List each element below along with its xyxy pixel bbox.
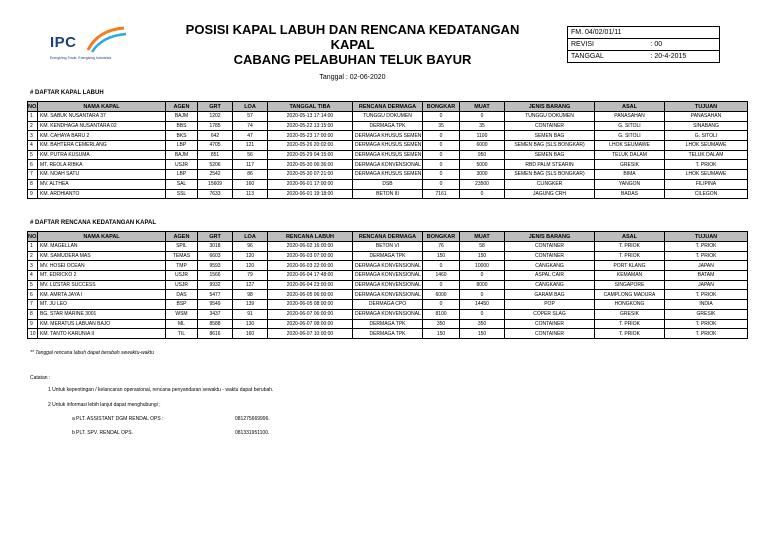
column-header: TUJUAN <box>665 102 748 112</box>
table-cell: 2020-06-01 19:18:00 <box>268 189 353 199</box>
table-cell: 150 <box>460 329 505 339</box>
table-cell: KM. BAHTERA CEMERLANG <box>38 141 166 151</box>
table-cell: 2020-05-30 06:36:00 <box>268 160 353 170</box>
table-cell: 120 <box>233 251 268 261</box>
table-cell: 86 <box>233 170 268 180</box>
table-cell: MV. HOSEI OCEAN <box>38 261 166 271</box>
table-cell: 0 <box>460 290 505 300</box>
table-cell: DERMAGA KHUSUS SEMEN <box>353 150 423 160</box>
table-cell: 350 <box>460 319 505 329</box>
table-cell: DERMAGA KHUSUS SEMEN <box>353 141 423 151</box>
table-row <box>28 179 748 189</box>
table-cell: 2020-05-26 20:02:00 <box>268 141 353 151</box>
table-cell: 14450 <box>460 300 505 310</box>
table-cell: ASPAL CAIR <box>505 271 595 281</box>
table-cell: BAJM <box>166 112 198 122</box>
column-header: JENIS BARANG <box>505 102 595 112</box>
table-cell: 8 <box>28 179 38 189</box>
table-cell: MV. LIZSTAR SUCCESS <box>38 280 166 290</box>
table-cell: POP <box>505 300 595 310</box>
table-cell: 2 <box>28 251 38 261</box>
table-cell: DERMAGA KONVENSIONAL <box>353 261 423 271</box>
logo-text: IPC <box>50 34 77 51</box>
table-cell: T. PRIOK <box>595 319 665 329</box>
table-cell: KM. MAGELLAN <box>38 242 166 252</box>
table-cell: HONGKONG <box>595 300 665 310</box>
table-cell: CANGKANG <box>505 261 595 271</box>
contact-b-phone: 081331951100. <box>235 430 270 436</box>
column-header: LOA <box>233 102 268 112</box>
table-cell: DERMAGA KONVENSIONAL <box>353 280 423 290</box>
table-cell: KM. KENDHAGA NUSANTARA 02 <box>38 121 166 131</box>
table-cell: TELUK DALAM <box>595 150 665 160</box>
table-cell: DERMAGA KHUSUS SEMEN <box>353 131 423 141</box>
table-cell: 1785 <box>198 121 233 131</box>
table-cell: 2020-06-01 17:00:00 <box>268 179 353 189</box>
table-cell: BADAS <box>595 189 665 199</box>
table-cell: KM. TANTO KARUNIA II <box>38 329 166 339</box>
table-cell: TUNGGU DOKUMEN <box>353 112 423 122</box>
column-header: BONGKAR <box>423 102 460 112</box>
table-cell: 7 <box>28 170 38 180</box>
table-cell: 5000 <box>460 160 505 170</box>
table-row <box>28 170 748 180</box>
table-cell: 0 <box>423 300 460 310</box>
table-cell: JAPAN <box>665 280 748 290</box>
table-cell: 35 <box>460 121 505 131</box>
table-cell: 57 <box>233 112 268 122</box>
table-cell: 130 <box>233 319 268 329</box>
table-cell: SINGAPORE <box>595 280 665 290</box>
table-cell: 4 <box>28 271 38 281</box>
table-cell: 3 <box>28 131 38 141</box>
table-cell: LHOK SEUMAWE <box>665 141 748 151</box>
table-cell: KM. CAHAYA BARU 2 <box>38 131 166 141</box>
table-cell: DERMAGA KHUSUS SEMEN <box>353 170 423 180</box>
table-cell: 3000 <box>460 170 505 180</box>
table-cell: 5477 <box>198 290 233 300</box>
table-cell: 7633 <box>198 189 233 199</box>
table-cell: 8616 <box>198 329 233 339</box>
table-cell: JAGUNG CRH <box>505 189 595 199</box>
table-row <box>28 242 748 252</box>
table-cell: CONTAINER <box>505 242 595 252</box>
table-cell: 98 <box>233 290 268 300</box>
table-cell: 2020-06-04 17:48:00 <box>268 271 353 281</box>
table-cell: 2020-06-05 06:00:00 <box>268 290 353 300</box>
table-cell: DSB <box>353 179 423 189</box>
table-cell: 2020-06-07 10:00:00 <box>268 329 353 339</box>
column-header: AGEN <box>166 102 198 112</box>
table-cell: 0 <box>460 271 505 281</box>
table-row <box>28 290 748 300</box>
table-cell: TEMAS <box>166 251 198 261</box>
table-cell: 160 <box>233 179 268 189</box>
table-cell: GRESIK <box>595 309 665 319</box>
table-cell: BSP <box>166 300 198 310</box>
column-header: NO. <box>28 103 38 110</box>
table-cell: CLINGKER <box>505 179 595 189</box>
table-row <box>28 131 748 141</box>
table-cell: BIMA <box>595 170 665 180</box>
table-cell: 23500 <box>460 179 505 189</box>
table-cell: 2020-06-07 08:00:00 <box>268 319 353 329</box>
table-cell: T. PRIOK <box>665 329 748 339</box>
table-cell: CONTAINER <box>505 251 595 261</box>
table-cell: 113 <box>233 189 268 199</box>
table-cell: KEMAMAN <box>595 271 665 281</box>
table-cell: TIL <box>166 329 198 339</box>
table-cell: 2020-05-29 04:15:00 <box>268 150 353 160</box>
table-cell: 1566 <box>198 271 233 281</box>
column-header: NO. <box>28 233 38 240</box>
logo-tagline: Energizing Trade, Energizing Indonesia <box>50 56 112 60</box>
table-cell: KM. ARDHIANTO <box>38 189 166 199</box>
table-cell: 127 <box>233 280 268 290</box>
table-cell: DERMAGA TPK <box>353 319 423 329</box>
table-cell: USJR <box>166 280 198 290</box>
column-header: RENCANA DERMAGA <box>353 102 423 112</box>
table-cell: 0 <box>460 309 505 319</box>
table-cell: JAPAN <box>665 261 748 271</box>
table-cell: 2542 <box>198 170 233 180</box>
table-cell: 4705 <box>198 141 233 151</box>
table-cell: GRESIK <box>595 160 665 170</box>
table-cell: DERMAGA KONVENSIONAL <box>353 160 423 170</box>
form-meta-table <box>567 26 720 63</box>
table-row <box>28 319 748 329</box>
table-cell: BG. STAR MARINE 3001 <box>38 309 166 319</box>
table-cell: CONTAINER <box>505 319 595 329</box>
table-cell: T. PRIOK <box>595 242 665 252</box>
table-cell: MT. EDRICKO 2 <box>38 271 166 281</box>
table-cell: INDIA <box>665 300 748 310</box>
ipc-logo <box>50 22 140 66</box>
table-cell: 9932 <box>198 280 233 290</box>
table-cell: 1202 <box>198 112 233 122</box>
table-cell: 6 <box>28 160 38 170</box>
table-cell: 3018 <box>198 242 233 252</box>
table-cell: KM. MERATUS LABUAN BAJO <box>38 319 166 329</box>
table-cell: 950 <box>460 150 505 160</box>
table-cell: 2020-06-02 16:00:00 <box>268 242 353 252</box>
table-cell: 2020-06-03 22:00:00 <box>268 261 353 271</box>
table-cell: CONTAINER <box>505 121 595 131</box>
table-cell: TELUK DALAM <box>665 150 748 160</box>
table-rencana-kedatangan <box>27 231 748 339</box>
table-cell: CONTAINER <box>505 329 595 339</box>
meta-key: REVISI <box>568 39 648 51</box>
table-cell: 4 <box>28 141 38 151</box>
column-header: AGEN <box>166 232 198 242</box>
table-cell: 121 <box>233 141 268 151</box>
table-cell: 0 <box>423 261 460 271</box>
table-cell: 150 <box>423 251 460 261</box>
table-cell: LBP <box>166 170 198 180</box>
table-cell: 6000 <box>423 290 460 300</box>
table-cell: SEMEN BAG (SLS BONGKAR) <box>505 141 595 151</box>
table-cell: LHOK SEUMAWE <box>595 141 665 151</box>
table-cell: BATAM <box>665 271 748 281</box>
table-cell: 2020-06-04 23:00:00 <box>268 280 353 290</box>
table-cell: SPIL <box>166 242 198 252</box>
table-row <box>28 189 748 199</box>
table-cell: BKS <box>166 131 198 141</box>
title-line-2: CABANG PELABUHAN TELUK BAYUR <box>233 52 472 67</box>
table-cell: T. PRIOK <box>665 251 748 261</box>
table-cell: COPER SLAG <box>505 309 595 319</box>
table-cell: T. PRIOK <box>595 329 665 339</box>
column-header: BONGKAR <box>423 232 460 242</box>
table-cell: 0 <box>423 170 460 180</box>
table-cell: 0 <box>460 112 505 122</box>
table-cell: MV. ALTHEA <box>38 179 166 189</box>
table-row <box>28 300 748 310</box>
table-cell: ML <box>166 319 198 329</box>
table-cell: DAS <box>166 290 198 300</box>
column-header: NAMA KAPAL <box>38 232 166 242</box>
column-header: RENCANA DERMAGA <box>353 232 423 242</box>
table-cell: 91 <box>233 309 268 319</box>
table-cell: 2 <box>28 121 38 131</box>
table-cell: DERMAGA KONVENSIONAL <box>353 309 423 319</box>
table-cell: PORT KLANG <box>595 261 665 271</box>
contact-b-label: b PLT. SPV. RENDAL OPS. <box>72 430 133 436</box>
table-cell: MT. REOLA RIBKA <box>38 160 166 170</box>
table-cell: 8 <box>28 309 38 319</box>
table-cell: PANASAHAN <box>595 112 665 122</box>
note-2: 2 Untuk informasi lebih lanjut dapat menghubungi ; <box>48 402 161 408</box>
table-cell: 0 <box>460 189 505 199</box>
table-cell: CANGKANG <box>505 280 595 290</box>
table-row <box>28 329 748 339</box>
table-cell: 120 <box>233 261 268 271</box>
table-cell: 2020-05-22 13:15:00 <box>268 121 353 131</box>
table-cell: 10 <box>28 329 38 339</box>
table-cell: 2020-06-03 07:00:00 <box>268 251 353 261</box>
table-cell: 9 <box>28 319 38 329</box>
column-header: GRT <box>198 232 233 242</box>
meta-value <box>648 27 720 39</box>
table-cell: 35 <box>423 121 460 131</box>
table-cell: G. SITOLI <box>665 131 748 141</box>
table-cell: 10000 <box>460 261 505 271</box>
report-date: Tanggal : 02-06-2020 <box>319 74 386 81</box>
table-cell: DERMAGA TPK <box>353 329 423 339</box>
column-header: NAMA KAPAL <box>38 102 166 112</box>
table-row <box>28 141 748 151</box>
table-cell: 7161 <box>423 189 460 199</box>
title-line-1: POSISI KAPAL LABUH DAN RENCANA KEDATANGAN KAPAL <box>185 22 520 52</box>
table-cell: 6603 <box>198 251 233 261</box>
table-row <box>28 251 748 261</box>
table-cell: SSL <box>166 189 198 199</box>
table-row <box>28 261 748 271</box>
table-cell: FILIPINA <box>665 179 748 189</box>
table-cell: 160 <box>233 329 268 339</box>
table-cell: T. PRIOK <box>665 290 748 300</box>
table-cell: USJR <box>166 160 198 170</box>
table-cell: SINABANG <box>665 121 748 131</box>
table-cell: DERMAGA KONVENSIONAL <box>353 290 423 300</box>
column-header: ASAL <box>595 102 665 112</box>
table-cell: KM. SAMUDERA MAS <box>38 251 166 261</box>
column-header: MUAT <box>460 102 505 112</box>
table-cell: 0 <box>423 160 460 170</box>
meta-key: FM. 04/02/01/11 <box>568 27 648 39</box>
table-cell: CILEGON <box>665 189 748 199</box>
table-cell: 9593 <box>198 261 233 271</box>
table-cell: 56 <box>233 150 268 160</box>
table-cell: 0 <box>423 179 460 189</box>
table-cell: SAL <box>166 179 198 189</box>
column-header: ASAL <box>595 232 665 242</box>
column-header: GRT <box>198 102 233 112</box>
table-cell: 79 <box>233 271 268 281</box>
table-cell: BBS <box>166 121 198 131</box>
table-cell: 5 <box>28 280 38 290</box>
table-cell: T. PRIOK <box>665 242 748 252</box>
table-cell: 6 <box>28 290 38 300</box>
table-cell: 3 <box>28 261 38 271</box>
table-cell: 0 <box>423 112 460 122</box>
table-row <box>28 121 748 131</box>
table-cell: T. PRIOK <box>595 251 665 261</box>
logo-swoosh-icon <box>84 24 128 54</box>
table-cell: G. SITOLI <box>595 131 665 141</box>
table-cell: 139 <box>233 300 268 310</box>
table-cell: 2020-05-13 17:14:00 <box>268 112 353 122</box>
section-heading-labuh: # DAFTAR KAPAL LABUH <box>30 90 104 96</box>
table-cell: MT. JU LEO <box>38 300 166 310</box>
note-1: 1 Untuk kepentingan / kelancaran operasional, rencana penyandaran sewaktu - waktu dapat berubah. <box>48 387 274 393</box>
table-cell: WSM <box>166 309 198 319</box>
table-row <box>28 309 748 319</box>
table-cell: BETON VI <box>353 242 423 252</box>
meta-key: TANGGAL <box>568 51 648 63</box>
contact-a-label: a PLT. ASSISTANT DGM RENDAL OPS : <box>72 416 164 422</box>
table-cell: SEMEN BAG <box>505 150 595 160</box>
table-cell: SEMEN BAG (SLS BONGKAR) <box>505 170 595 180</box>
table-cell: 0 <box>423 150 460 160</box>
table-cell: 1 <box>28 112 38 122</box>
column-header: RENCANA LABUH <box>268 232 353 242</box>
table-cell: PANASAHAN <box>665 112 748 122</box>
column-header: TUJUAN <box>665 232 748 242</box>
table-cell: 150 <box>460 251 505 261</box>
table-cell: 2020-05-23 17:00:00 <box>268 131 353 141</box>
column-header: JENIS BARANG <box>505 232 595 242</box>
table-row <box>28 280 748 290</box>
table-cell: BAJM <box>166 150 198 160</box>
table-cell: G. SITOLI <box>595 121 665 131</box>
table-cell: USJR <box>166 271 198 281</box>
table-cell: KM. AMRTA JAYA I <box>38 290 166 300</box>
table-cell: 3437 <box>198 309 233 319</box>
table-cell: 2020-06-07 06:00:00 <box>268 309 353 319</box>
table-cell: 8100 <box>423 309 460 319</box>
table-cell: RBD PALM STEARIN <box>505 160 595 170</box>
table-cell: 8000 <box>460 280 505 290</box>
table-cell: 74 <box>233 121 268 131</box>
table-row <box>28 160 748 170</box>
table-cell: 150 <box>423 329 460 339</box>
table-kapal-labuh <box>27 101 748 199</box>
meta-value: : 00 <box>648 39 720 51</box>
table-cell: 117 <box>233 160 268 170</box>
table-cell: DERMAGA TPK <box>353 251 423 261</box>
table-cell: 96 <box>233 242 268 252</box>
table-cell: 15609 <box>198 179 233 189</box>
table-cell: 2020-05-30 07:21:00 <box>268 170 353 180</box>
table-cell: GARAM BAG <box>505 290 595 300</box>
table-cell: GRESIK <box>665 309 748 319</box>
table-cell: TUNGGU DOKUMEN <box>505 112 595 122</box>
table-cell: 2020-06-05 08:00:00 <box>268 300 353 310</box>
column-header: TANGGAL TIBA <box>268 102 353 112</box>
table-cell: 851 <box>198 150 233 160</box>
table-cell: T. PRIOK <box>665 319 748 329</box>
table-cell: 0 <box>423 280 460 290</box>
table-cell: YANGON <box>595 179 665 189</box>
column-header: MUAT <box>460 232 505 242</box>
table-cell: 9549 <box>198 300 233 310</box>
table-cell: 1100 <box>460 131 505 141</box>
notes-label: Catatan : <box>30 375 51 381</box>
table-cell: 58 <box>460 242 505 252</box>
table-cell: 6000 <box>460 141 505 151</box>
table-cell: 9 <box>28 189 38 199</box>
contact-a-phone: 081275669996. <box>235 416 270 422</box>
table-cell: 350 <box>423 319 460 329</box>
table-cell: SEMEN BAG <box>505 131 595 141</box>
column-header: LOA <box>233 232 268 242</box>
table-row <box>28 150 748 160</box>
table-cell: KM. PUTRA KUSUMA <box>38 150 166 160</box>
table-cell: 47 <box>233 131 268 141</box>
table-cell: DERMAGA TPK <box>353 121 423 131</box>
table-cell: 1 <box>28 242 38 252</box>
table-cell: LHOK SEUMAWE <box>665 170 748 180</box>
table-cell: 0 <box>423 131 460 141</box>
table-cell: CAMPLONG MADURA <box>595 290 665 300</box>
table-row <box>28 112 748 122</box>
table-cell: 7 <box>28 300 38 310</box>
section-heading-rencana: # DAFTAR RENCANA KEDATANGAN KAPAL <box>30 220 156 226</box>
table-cell: DERMAGA CPO <box>353 300 423 310</box>
table-cell: KM. NOAH SATU <box>38 170 166 180</box>
page-title <box>175 22 530 81</box>
table-cell: TMP <box>166 261 198 271</box>
meta-value: : 20-4-2015 <box>648 51 720 63</box>
table-cell: 76 <box>423 242 460 252</box>
table-cell: 5206 <box>198 160 233 170</box>
table-cell: 0 <box>423 141 460 151</box>
table-cell: DERMAGA KONVENSIONAL <box>353 271 423 281</box>
table-cell: KM. SABUK NUSANTARA 37 <box>38 112 166 122</box>
table-cell: LBP <box>166 141 198 151</box>
table-cell: 642 <box>198 131 233 141</box>
footnote: ** Tanggal rencana labuh dapat berubah sewaktu-waktu <box>30 350 155 356</box>
table-row <box>28 271 748 281</box>
table-cell: 1460 <box>423 271 460 281</box>
table-cell: BETON III <box>353 189 423 199</box>
table-cell: 5 <box>28 150 38 160</box>
table-cell: 8588 <box>198 319 233 329</box>
table-cell: T. PRIOK <box>665 160 748 170</box>
